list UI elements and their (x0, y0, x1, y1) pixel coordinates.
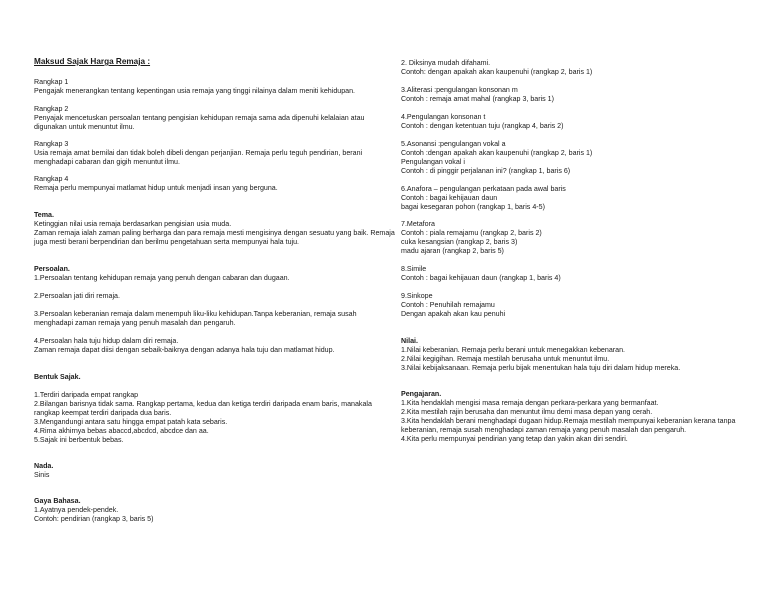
bentuk-line: 3.Mengandungi antara satu hingga empat patah kata sebaris. (34, 418, 228, 426)
persoalan-item: 1.Persoalan tentang kehidupan remaja yang penuh dengan cabaran dan dugaan. (34, 274, 290, 282)
rangkap3-heading: Rangkap 3 (34, 140, 69, 148)
pengajaran-line: 4.Kita perlu mempunyai pendirian yang tetap dan yakin akan diri sendiri. (401, 435, 628, 443)
rangkap2-heading: Rangkap 2 (34, 105, 69, 113)
gaya-item: Pengulangan vokal i (401, 158, 465, 166)
tema-line: Zaman remaja ialah zaman paling berharga dan para remaja mesti mengisinya dengan sesuatu yang baik. Remaja (34, 229, 395, 237)
gaya-item: 8.Simile (401, 265, 427, 273)
tema-line: juga mesti berani berpendirian dan berilmu pengetahuan serta mempunyai hala tuju. (34, 238, 300, 246)
rangkap3-line: menghadapi cabaran dan gigih menuntut ilmu. (34, 158, 180, 166)
bentuk-line: 4.Rima akhirnya bebas abaccd,abcdcd, abcdce dan aa. (34, 427, 209, 435)
tema-line: Ketinggian nilai usia remaja berdasarkan pengisian usia muda. (34, 220, 232, 228)
gaya-item: Contoh : bagai kehijauan daun (401, 194, 498, 202)
nilai-line: 2.Nilai kegigihan. Remaja mestilah berusaha untuk menuntut ilmu. (401, 355, 610, 363)
gaya-item: Dengan apakah akan kau penuhi (401, 310, 506, 318)
gaya-item: Contoh : bagai kehijauan daun (rangkap 1, baris 4) (401, 274, 561, 282)
gaya-item: 6.Anafora – pengulangan perkataan pada awal baris (401, 185, 566, 193)
rangkap2-line: Penyajak mencetuskan persoalan tentang pengisian kehidupan remaja sama ada dipenuhi kelalaian atau (34, 114, 365, 122)
gaya-item: Contoh : piala remajamu (rangkap 2, baris 2) (401, 229, 542, 237)
bentuk-heading: Bentuk Sajak. (34, 373, 81, 381)
rangkap1-heading: Rangkap 1 (34, 78, 69, 86)
persoalan-heading: Persoalan. (34, 265, 70, 273)
gaya-item: 2. Diksinya mudah difahami. (401, 59, 491, 67)
gaya-item: Contoh : dengan ketentuan tuju (rangkap 4, baris 2) (401, 122, 564, 130)
gaya-line: Contoh: pendirian (rangkap 3, baris 5) (34, 515, 154, 523)
bentuk-line: rangkap keempat terdiri daripada dua baris. (34, 409, 172, 417)
gaya-item: bagai kesegaran pohon (rangkap 1, baris 4-5) (401, 203, 545, 211)
gaya-item: Contoh : di pinggir perjalanan ini? (rangkap 1, baris 6) (401, 167, 571, 175)
persoalan-item: Zaman remaja dapat diisi dengan sebaik-baiknya dengan adanya hala tuju dan matlamat hidup. (34, 346, 335, 354)
gaya-item: 7.Metafora (401, 220, 435, 228)
document-title: Maksud Sajak Harga Remaja : (34, 57, 151, 66)
rangkap3-line: Usia remaja amat bernilai dan tidak boleh dibeli dengan perjanjian. Remaja perlu teguh pendirian, berani (34, 149, 363, 157)
nada-line: Sinis (34, 471, 50, 479)
gaya-item: 5.Asonansi :pengulangan vokal a (401, 140, 506, 148)
pengajaran-line: keberanian, remaja susah menghadapi zaman remaja yang penuh masalah dan pengaruh. (401, 426, 687, 434)
nilai-line: 1.Nilai keberanian. Remaja perlu berani untuk menegakkan kebenaran. (401, 346, 625, 354)
nilai-heading: Nilai. (401, 337, 418, 345)
rangkap2-line: digunakan untuk menuntut ilmu. (34, 123, 135, 131)
gaya-line: 1.Ayatnya pendek-pendek. (34, 506, 119, 514)
gaya-heading: Gaya Bahasa. (34, 497, 81, 505)
nilai-line: 3.Nilai kebijaksanaan. Remaja perlu bijak menentukan hala tuju diri dalam hidup mereka. (401, 364, 681, 372)
gaya-item: Contoh: dengan apakah akan kaupenuhi (rangkap 2, baris 1) (401, 68, 593, 76)
gaya-item: madu ajaran (rangkap 2, baris 5) (401, 247, 504, 255)
pengajaran-heading: Pengajaran. (401, 390, 442, 398)
persoalan-item: menghadapi zaman remaja yang penuh masalah dan pengaruh. (34, 319, 236, 327)
persoalan-item: 4.Persoalan hala tuju hidup dalam diri remaja. (34, 337, 179, 345)
persoalan-item: 2.Persoalan jati diri remaja. (34, 292, 120, 300)
nada-heading: Nada. (34, 462, 54, 470)
pengajaran-line: 2.Kita mestilah rajin berusaha dan menuntut ilmu demi masa depan yang cerah. (401, 408, 653, 416)
rangkap4-line: Remaja perlu mempunyai matlamat hidup untuk menjadi insan yang berguna. (34, 184, 278, 192)
rangkap4-heading: Rangkap 4 (34, 175, 69, 183)
bentuk-line: 1.Terdiri daripada empat rangkap (34, 391, 139, 399)
pengajaran-line: 1.Kita hendaklah mengisi masa remaja dengan perkara-perkara yang bermanfaat. (401, 399, 659, 407)
tema-heading: Tema. (34, 211, 54, 219)
bentuk-line: 2.Bilangan barisnya tidak sama. Rangkap pertama, kedua dan ketiga terdiri daripada enam baris, manakala (34, 400, 372, 408)
bentuk-line: 5.Sajak ini berbentuk bebas. (34, 436, 124, 444)
gaya-item: Contoh : remaja amat mahal (rangkap 3, baris 1) (401, 95, 554, 103)
pengajaran-line: 3.Kita hendaklah berani menghadapi dugaan hidup.Remaja mestilah mempunyai keberanian kerana tanpa (401, 417, 736, 425)
gaya-item: 4.Pengulangan konsonan t (401, 113, 486, 121)
persoalan-item: 3.Persoalan keberanian remaja dalam menempuh liku-liku kehidupan.Tanpa keberanian, remaja susah (34, 310, 357, 318)
gaya-item: Contoh :dengan apakah akan kaupenuhi (rangkap 2, baris 1) (401, 149, 593, 157)
gaya-item: 3.Aliterasi :pengulangan konsonan m (401, 86, 518, 94)
rangkap1-line: Pengajak menerangkan tentang kepentingan usia remaja yang tinggi nilainya dalam meniti kehidupan. (34, 87, 356, 95)
gaya-item: cuka kesangsian (rangkap 2, baris 3) (401, 238, 518, 246)
gaya-item: Contoh : Penuhilah remajamu (401, 301, 495, 309)
gaya-item: 9.Sinkope (401, 292, 433, 300)
